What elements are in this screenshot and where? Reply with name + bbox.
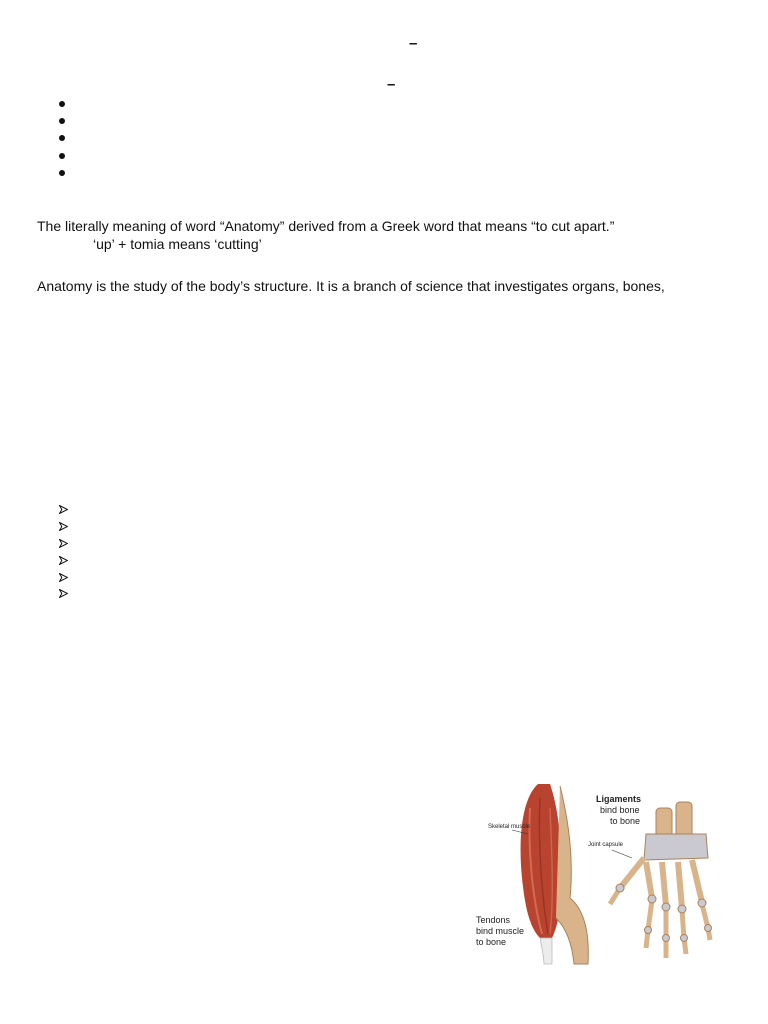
skeletal-muscle-illustration <box>521 784 589 964</box>
heading-dash-2: – <box>387 76 396 93</box>
bullet-point <box>59 101 65 107</box>
arrow-bullet-icon <box>59 573 68 582</box>
label-ligaments-line-1: Ligaments <box>596 794 642 804</box>
anatomy-figure <box>470 778 732 966</box>
label-tendons-line-1: Tendons <box>476 915 511 925</box>
paragraph-definition: Anatomy is the study of the body’s structure. It is a branch of science that investigates organs, bones, <box>37 278 665 294</box>
arrow-bullet-icon <box>59 556 68 565</box>
arrow-bullet-icon <box>59 539 68 548</box>
paragraph-etymology-line-2: ‘up’ + tomia means ‘cutting’ <box>93 236 262 252</box>
arrow-bullet-icon <box>59 522 68 531</box>
bullet-point <box>59 118 65 124</box>
label-ligaments-line-2: bind bone <box>600 805 640 815</box>
bullet-point <box>59 135 65 141</box>
label-joint-capsule: Joint capsule <box>588 842 624 848</box>
label-tendons-line-3: to bone <box>476 937 507 947</box>
heading-dash-1: – <box>409 35 418 52</box>
label-ligaments-line-3: to bone <box>610 816 641 826</box>
arrow-bullet-icon <box>59 589 68 598</box>
paragraph-etymology-line-1: The literally meaning of word “Anatomy” derived from a Greek word that means “to cut apart.” <box>37 218 615 234</box>
label-skeletal-muscle: Skeletal muscle <box>488 824 531 830</box>
bullet-point <box>59 170 65 176</box>
arrow-bullet-icon <box>59 505 68 514</box>
label-tendons-line-2: bind muscle <box>476 926 525 936</box>
bullet-point <box>59 153 65 159</box>
